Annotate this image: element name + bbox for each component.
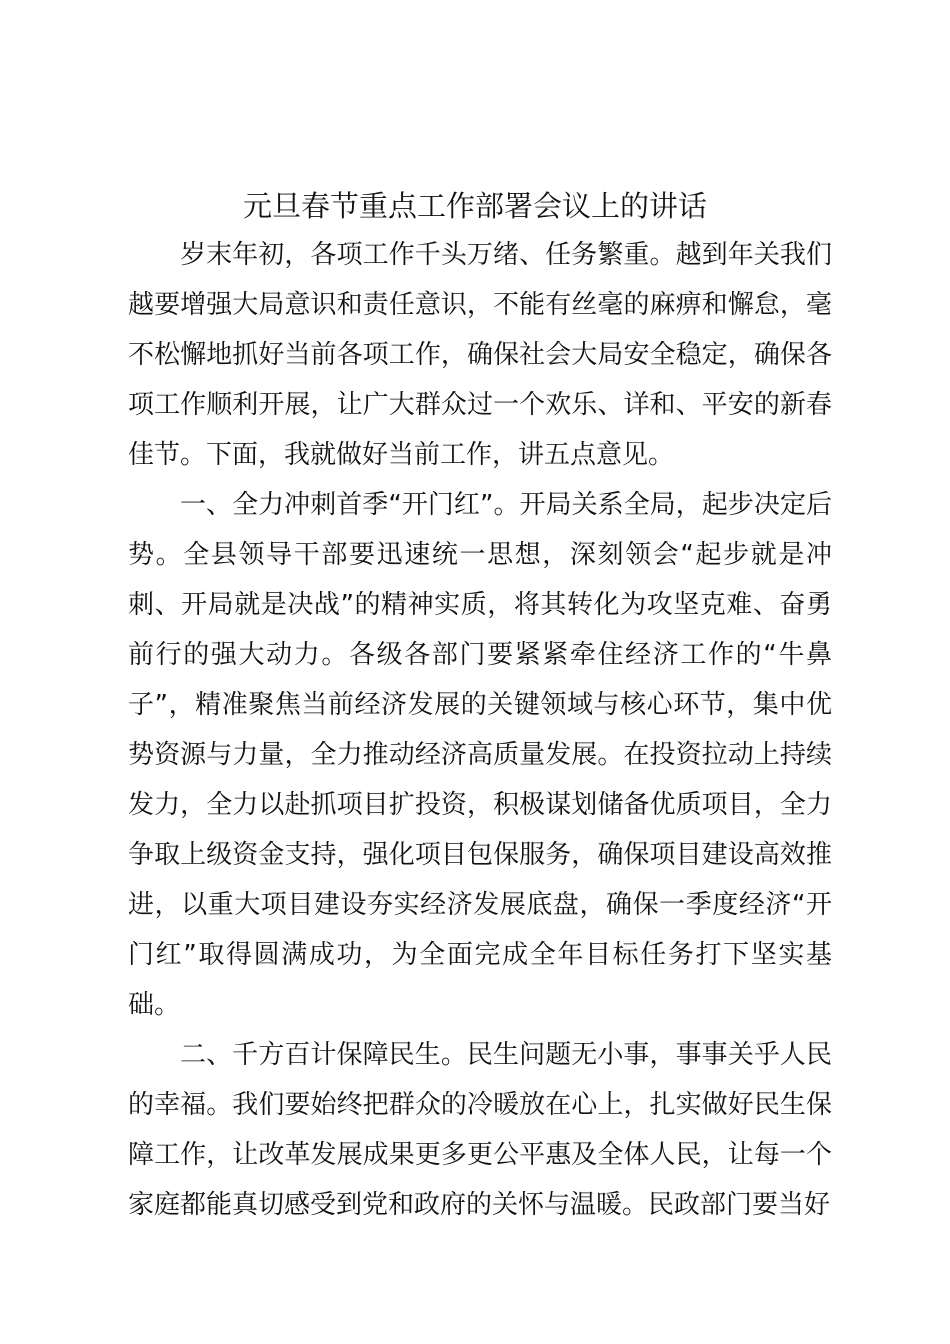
document-title: 元旦春节重点工作部署会议上的讲话 — [242, 189, 707, 223]
paragraph-intro: 岁末年初，各项工作千头万绪、任务繁重。越到年关我们越要增强大局意识和责任意识，不能有丝毫的麻痹和懈怠，毫不松懈地抓好当前各项工作，确保社会大局安全稳定，确保各项工作顺利开展，让广大群众过一个欢乐、详和、平安的新春佳节。下面，我就做好当前工作，讲五点意见。 — [128, 240, 832, 470]
document-body — [128, 230, 832, 1230]
paragraph-point-one: 一、全力冲刺首季“开门红”。开局关系全局，起步决定后势。全县领导干部要迅速统一思想，深刻领会“起步就是冲刺、开局就是决战”的精神实质，将其转化为攻坚克难、奋勇前行的强大动力。各级各部门要紧紧牵住经济工作的“牛鼻子”，精准聚焦当前经济发展的关键领域与核心环节，集中优势资源与力量，全力推动经济高质量发展。在投资拉动上持续发力，全力以赴抓项目扩投资，积极谋划储备优质项目，全力争取上级资金支持，强化项目包保服务，确保项目建设高效推进，以重大项目建设夯实经济发展底盘，确保一季度经济“开门红”取得圆满成功，为全面完成全年目标任务打下坚实基础。 — [128, 490, 832, 1020]
paragraph-point-two: 二、千方百计保障民生。民生问题无小事，事事关乎人民的幸福。我们要始终把群众的冷暖放在心上，扎实做好民生保障工作，让改革发展成果更多更公平惠及全体人民，让每一个家庭都能真切感受到党和政府的关怀与温暖。民政部门要当好 — [128, 1040, 832, 1220]
